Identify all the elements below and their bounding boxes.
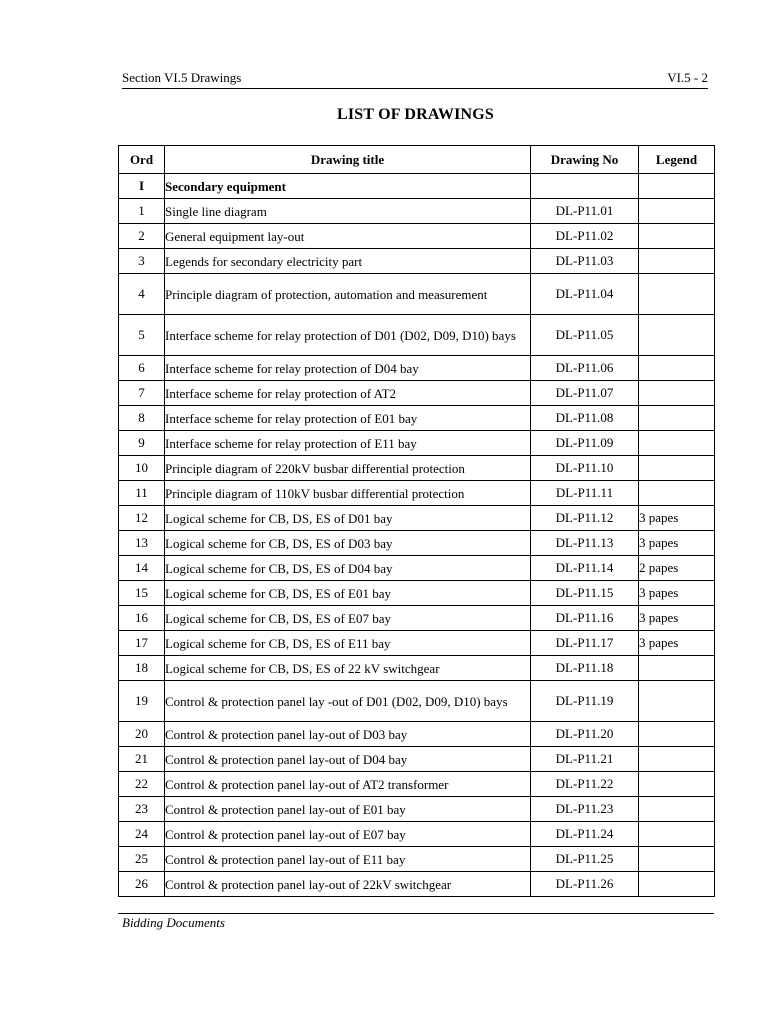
- table-row: [119, 581, 715, 606]
- cell-title: Control & protection panel lay-out of D04 bay: [165, 747, 531, 772]
- table-row: [119, 747, 715, 772]
- cell-legend: 3 papes: [639, 631, 715, 656]
- table-row: [119, 481, 715, 506]
- cell-drawing-no: DL-P11.13: [531, 531, 639, 556]
- cell-ord: 21: [119, 747, 165, 772]
- cell-legend: [639, 249, 715, 274]
- cell-drawing-no: DL-P11.10: [531, 456, 639, 481]
- cell-drawing-no: DL-P11.19: [531, 681, 639, 722]
- cell-legend: [639, 406, 715, 431]
- page-number: VI.5 - 2: [667, 70, 708, 85]
- cell-drawing-no: DL-P11.11: [531, 481, 639, 506]
- cell-ord: 3: [119, 249, 165, 274]
- cell-drawing-no: DL-P11.06: [531, 356, 639, 381]
- column-header-ord: Ord: [119, 146, 165, 174]
- cell-title: Interface scheme for relay protection of E11 bay: [165, 431, 531, 456]
- cell-title: Control & protection panel lay -out of D01 (D02, D09, D10) bays: [165, 681, 531, 722]
- cell-ord: 4: [119, 274, 165, 315]
- cell-title: Interface scheme for relay protection of AT2: [165, 381, 531, 406]
- cell-ord: 25: [119, 847, 165, 872]
- table-row: [119, 274, 715, 315]
- table-row: [119, 722, 715, 747]
- cell-legend: [639, 381, 715, 406]
- cell-ord: 20: [119, 722, 165, 747]
- cell-ord: 23: [119, 797, 165, 822]
- table-row: [119, 872, 715, 897]
- section-row: [119, 174, 715, 199]
- cell-ord: 2: [119, 224, 165, 249]
- cell-drawing-no: DL-P11.22: [531, 772, 639, 797]
- table-row: [119, 199, 715, 224]
- section-label: Section VI.5 Drawings: [122, 70, 242, 85]
- table-row: [119, 656, 715, 681]
- cell-ord: 12: [119, 506, 165, 531]
- cell-ord: 10: [119, 456, 165, 481]
- cell-title: Interface scheme for relay protection of D04 bay: [165, 356, 531, 381]
- table-row: [119, 556, 715, 581]
- cell-legend: [639, 747, 715, 772]
- cell-drawing-no: DL-P11.05: [531, 315, 639, 356]
- cell-ord: 8: [119, 406, 165, 431]
- cell-drawing-no: DL-P11.04: [531, 274, 639, 315]
- table-header-row: [119, 146, 715, 174]
- cell-title: Secondary equipment: [165, 174, 531, 199]
- table-row: [119, 631, 715, 656]
- cell-ord: 11: [119, 481, 165, 506]
- table-row: [119, 531, 715, 556]
- cell-title: Logical scheme for CB, DS, ES of E11 bay: [165, 631, 531, 656]
- cell-legend: [639, 847, 715, 872]
- cell-ord: 5: [119, 315, 165, 356]
- cell-legend: [639, 199, 715, 224]
- cell-title: Interface scheme for relay protection of E01 bay: [165, 406, 531, 431]
- cell-legend: [639, 822, 715, 847]
- cell-legend: 2 papes: [639, 556, 715, 581]
- cell-legend: [639, 772, 715, 797]
- cell-drawing-no: DL-P11.15: [531, 581, 639, 606]
- cell-drawing-no: DL-P11.24: [531, 822, 639, 847]
- page-header: [122, 70, 708, 89]
- cell-legend: 3 papes: [639, 606, 715, 631]
- cell-legend: [639, 656, 715, 681]
- cell-ord: 22: [119, 772, 165, 797]
- cell-ord: 14: [119, 556, 165, 581]
- cell-title: Control & protection panel lay-out of 22kV switchgear: [165, 872, 531, 897]
- cell-legend: [639, 224, 715, 249]
- cell-title: Control & protection panel lay-out of E11 bay: [165, 847, 531, 872]
- cell-title: Principle diagram of protection, automation and measurement: [165, 274, 531, 315]
- cell-legend: [639, 872, 715, 897]
- cell-drawing-no: DL-P11.12: [531, 506, 639, 531]
- cell-ord: 16: [119, 606, 165, 631]
- cell-drawing-no: DL-P11.25: [531, 847, 639, 872]
- cell-drawing-no: DL-P11.09: [531, 431, 639, 456]
- cell-legend: 3 papes: [639, 531, 715, 556]
- cell-drawing-no: DL-P11.03: [531, 249, 639, 274]
- cell-drawing-no: DL-P11.23: [531, 797, 639, 822]
- cell-drawing-no: DL-P11.16: [531, 606, 639, 631]
- cell-title: Logical scheme for CB, DS, ES of D04 bay: [165, 556, 531, 581]
- cell-ord: I: [119, 174, 165, 199]
- cell-ord: 18: [119, 656, 165, 681]
- table-row: [119, 822, 715, 847]
- cell-legend: [639, 722, 715, 747]
- column-header-legend: Legend: [639, 146, 715, 174]
- cell-legend: 3 papes: [639, 581, 715, 606]
- cell-legend: [639, 456, 715, 481]
- cell-drawing-no: DL-P11.01: [531, 199, 639, 224]
- cell-legend: [639, 481, 715, 506]
- cell-drawing-no: DL-P11.21: [531, 747, 639, 772]
- cell-drawing-no: DL-P11.17: [531, 631, 639, 656]
- cell-ord: 17: [119, 631, 165, 656]
- cell-title: Control & protection panel lay-out of AT2 transformer: [165, 772, 531, 797]
- cell-legend: [639, 431, 715, 456]
- table-row: [119, 356, 715, 381]
- cell-drawing-no: DL-P11.08: [531, 406, 639, 431]
- column-header-title: Drawing title: [165, 146, 531, 174]
- table-row: [119, 506, 715, 531]
- cell-drawing-no: DL-P11.02: [531, 224, 639, 249]
- footer-text: Bidding Documents: [122, 915, 225, 930]
- cell-title: Logical scheme for CB, DS, ES of D01 bay: [165, 506, 531, 531]
- table-row: [119, 381, 715, 406]
- cell-title: Control & protection panel lay-out of E07 bay: [165, 822, 531, 847]
- cell-ord: 15: [119, 581, 165, 606]
- cell-title: Logical scheme for CB, DS, ES of E01 bay: [165, 581, 531, 606]
- cell-legend: [639, 681, 715, 722]
- cell-legend: [639, 174, 715, 199]
- cell-title: General equipment lay-out: [165, 224, 531, 249]
- table-row: [119, 847, 715, 872]
- cell-title: Logical scheme for CB, DS, ES of D03 bay: [165, 531, 531, 556]
- cell-ord: 13: [119, 531, 165, 556]
- cell-ord: 24: [119, 822, 165, 847]
- cell-drawing-no: DL-P11.07: [531, 381, 639, 406]
- drawings-table: [118, 145, 715, 897]
- column-header-drawing-no: Drawing No: [531, 146, 639, 174]
- cell-title: Control & protection panel lay-out of E01 bay: [165, 797, 531, 822]
- cell-drawing-no: DL-P11.18: [531, 656, 639, 681]
- cell-title: Principle diagram of 110kV busbar differential protection: [165, 481, 531, 506]
- cell-title: Logical scheme for CB, DS, ES of 22 kV switchgear: [165, 656, 531, 681]
- table-row: [119, 315, 715, 356]
- table-row: [119, 224, 715, 249]
- cell-drawing-no: DL-P11.26: [531, 872, 639, 897]
- cell-drawing-no: [531, 174, 639, 199]
- cell-drawing-no: DL-P11.14: [531, 556, 639, 581]
- cell-legend: 3 papes: [639, 506, 715, 531]
- cell-ord: 7: [119, 381, 165, 406]
- cell-title: Single line diagram: [165, 199, 531, 224]
- footer-divider: [118, 913, 714, 914]
- table-row: [119, 681, 715, 722]
- cell-title: Control & protection panel lay-out of D03 bay: [165, 722, 531, 747]
- cell-legend: [639, 797, 715, 822]
- table-row: [119, 431, 715, 456]
- cell-ord: 9: [119, 431, 165, 456]
- table-row: [119, 797, 715, 822]
- cell-ord: 1: [119, 199, 165, 224]
- table-row: [119, 406, 715, 431]
- table-row: [119, 606, 715, 631]
- table-row: [119, 456, 715, 481]
- cell-ord: 6: [119, 356, 165, 381]
- table-row: [119, 249, 715, 274]
- page-title: LIST OF DRAWINGS: [336, 106, 495, 123]
- cell-legend: [639, 274, 715, 315]
- cell-legend: [639, 356, 715, 381]
- cell-title: Principle diagram of 220kV busbar differential protection: [165, 456, 531, 481]
- cell-ord: 26: [119, 872, 165, 897]
- cell-ord: 19: [119, 681, 165, 722]
- cell-legend: [639, 315, 715, 356]
- cell-title: Logical scheme for CB, DS, ES of E07 bay: [165, 606, 531, 631]
- cell-drawing-no: DL-P11.20: [531, 722, 639, 747]
- table-row: [119, 772, 715, 797]
- cell-title: Interface scheme for relay protection of D01 (D02, D09, D10) bays: [165, 315, 531, 356]
- cell-title: Legends for secondary electricity part: [165, 249, 531, 274]
